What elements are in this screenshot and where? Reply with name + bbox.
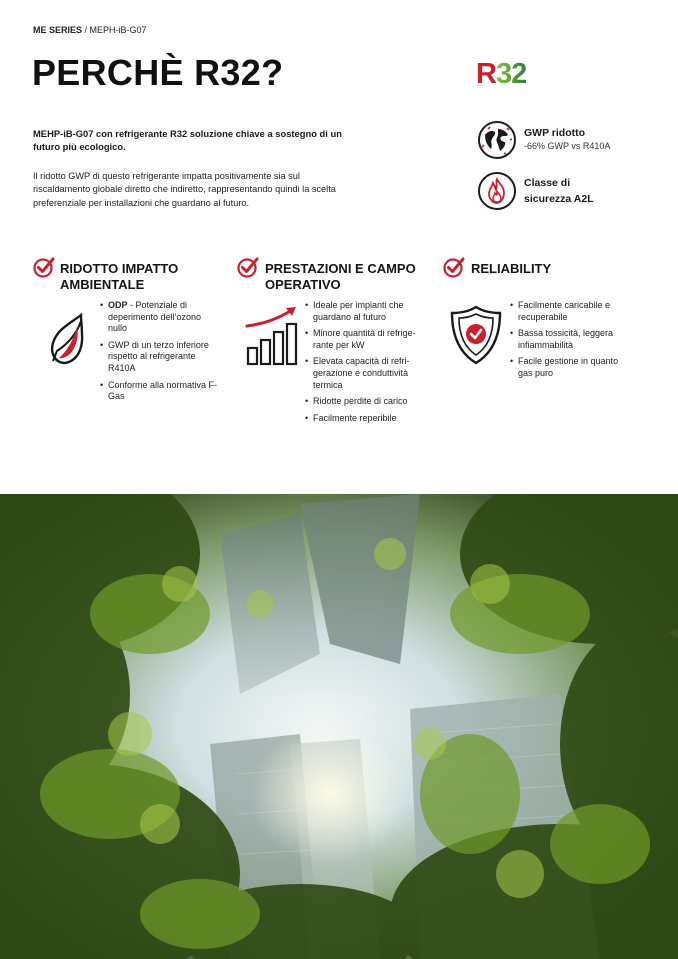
intro-lead: MEHP-iB-G07 con refrigerante R32 soluzione chiave a sostegno di un futuro più ecologico. — [33, 128, 342, 152]
list-item — [305, 396, 423, 408]
list-item-text: Conforme alla normativa F-Gas — [108, 379, 218, 402]
model-name: MEPH-iB-G07 — [89, 25, 147, 35]
list-item — [305, 300, 423, 323]
section-performance-title — [265, 261, 416, 293]
check-badge-icon — [443, 256, 465, 278]
list-item-text: Bassa tossicità, leggera infiammabilità — [518, 328, 614, 350]
list-item — [510, 356, 630, 379]
list-item — [100, 340, 220, 375]
globe-icon — [478, 121, 516, 159]
list-item-text: Ideale per impianti che guardano al futuro — [313, 300, 404, 322]
badge-safety-class — [478, 172, 648, 212]
badge-safety-title — [524, 175, 594, 207]
r32-logo-r: R — [476, 58, 496, 90]
section-performance — [237, 256, 259, 283]
badge-gwp — [478, 121, 648, 161]
section-environment-title — [60, 261, 178, 293]
list-item — [305, 328, 423, 351]
section-environment-title-line2: AMBIENTALE — [60, 277, 145, 292]
intro-body: Il ridotto GWP di questo refrigerante impatta positivamente sia sul riscaldamento globale diretto che indiretto, rappresentando quindi la scelta preferenziale per installazioni che guardano al futuro. — [33, 171, 336, 208]
badge-gwp-subtitle: -66% GWP vs R410A — [524, 141, 611, 151]
list-item-text: Ridotte perdite di carico — [313, 396, 408, 407]
page-title: PERCHÈ R32? — [32, 52, 284, 93]
list-item-text: Facile gestione in quanto gas puro — [518, 356, 619, 378]
list-item — [305, 413, 423, 425]
section-performance-title-line1: PRESTAZIONI E CAMPO — [265, 261, 416, 276]
section-environment — [33, 256, 55, 283]
series-separator: / — [82, 25, 90, 35]
list-item — [100, 300, 220, 335]
r32-logo-num: 32 — [495, 58, 527, 90]
badge-safety-title-line1: Classe di — [524, 177, 571, 189]
badge-safety-title-line2: sicurezza A2L — [524, 193, 594, 205]
section-performance-list — [305, 300, 423, 429]
section-performance-title-line2: OPERATIVO — [265, 277, 341, 292]
list-item-text: Facilmente caricabile e recuperabile — [518, 300, 611, 322]
list-item — [510, 328, 630, 351]
list-item-text: Minore quantità di refrige-rante per kW — [313, 328, 416, 350]
list-item — [510, 300, 630, 323]
series-breadcrumb — [33, 25, 147, 35]
list-item — [305, 356, 423, 391]
list-item-bold: ODP — [108, 300, 128, 310]
section-environment-title-line1: RIDOTTO IMPATTO — [60, 261, 179, 276]
forest-skyscrapers-photo — [0, 494, 678, 959]
badge-gwp-title: GWP ridotto — [524, 127, 586, 139]
check-badge-icon — [33, 256, 55, 278]
shield-check-icon — [448, 304, 504, 366]
list-item-text: Facilmente reperibile — [313, 412, 397, 423]
growth-chart-icon — [244, 304, 302, 366]
list-item-text: GWP di un terzo inferiore rispetto al refrigerante R410A — [108, 339, 209, 373]
list-item — [100, 380, 220, 403]
section-environment-list — [100, 300, 220, 408]
section-reliability-title: RELIABILITY — [471, 261, 552, 276]
series-label: ME SERIES — [33, 25, 83, 35]
section-reliability-list — [510, 300, 630, 385]
list-item-text: - Potenziale di deperimento dell’ozono nullo — [108, 300, 202, 334]
flame-icon — [478, 172, 516, 210]
check-badge-icon — [237, 256, 259, 278]
list-item-text: Elevata capacità di refri-gerazione e conduttività termica — [313, 356, 410, 390]
leaf-icon — [47, 313, 87, 367]
r32-logo — [476, 58, 526, 91]
section-reliability — [443, 256, 465, 283]
